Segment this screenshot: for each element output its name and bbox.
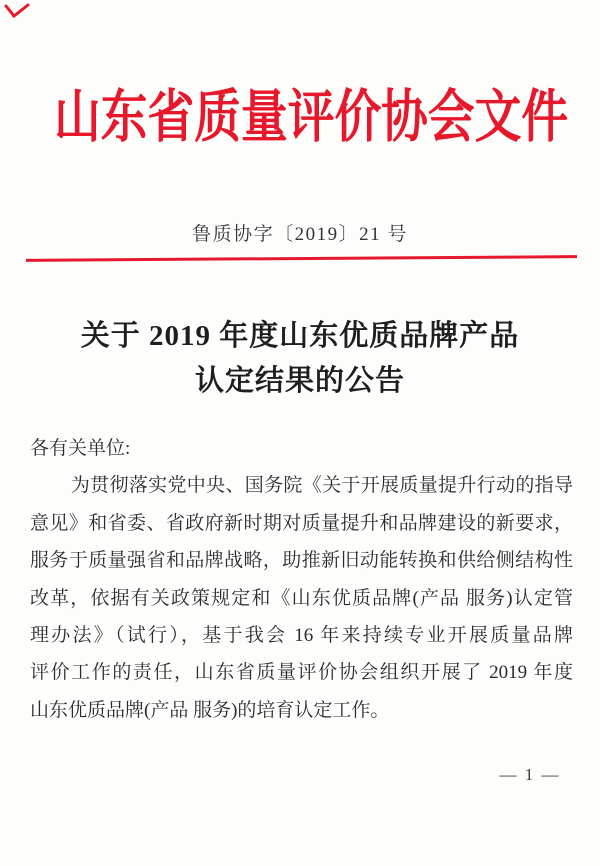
doc-title-line2: 认定结果的公告 [194,365,405,397]
doc-title [0,314,600,404]
body-line: 为贯彻落实党中央、国务院《关于开展质量提升行动的指导 [70,475,573,497]
salutation: 各有关单位: [30,438,131,459]
body-line: 改革，依据有关政策规定和《山东优质品牌(产品 服务)认定管 [30,587,573,609]
body-line: 评价工作的责任，山东省质量评价协会组织开展了 2019 年度 [30,662,573,684]
body-line: 山东优质品牌(产品 服务)的培育认定工作。 [30,699,390,721]
doc-number: 鲁质协字〔2019〕21 号 [192,224,408,245]
body-line: 意见》和省委、省政府新时期对质量提升和品牌建设的新要求， [30,512,573,534]
page-number: — 1 — [499,765,561,784]
org-header-title: 山东省质量评价协会文件 [54,86,569,149]
corner-pen-mark-icon [4,2,30,20]
body-line: 服务于质量强省和品牌战略，助推新旧动能转换和供给侧结构性 [30,550,573,572]
body-text [30,430,573,729]
doc-title-line1: 关于 2019 年度山东优质品牌产品 [80,320,520,352]
body-line: 理办法》（试行），基于我会 16 年来持续专业开展质量品牌 [30,625,573,647]
red-divider-rule [26,255,577,261]
